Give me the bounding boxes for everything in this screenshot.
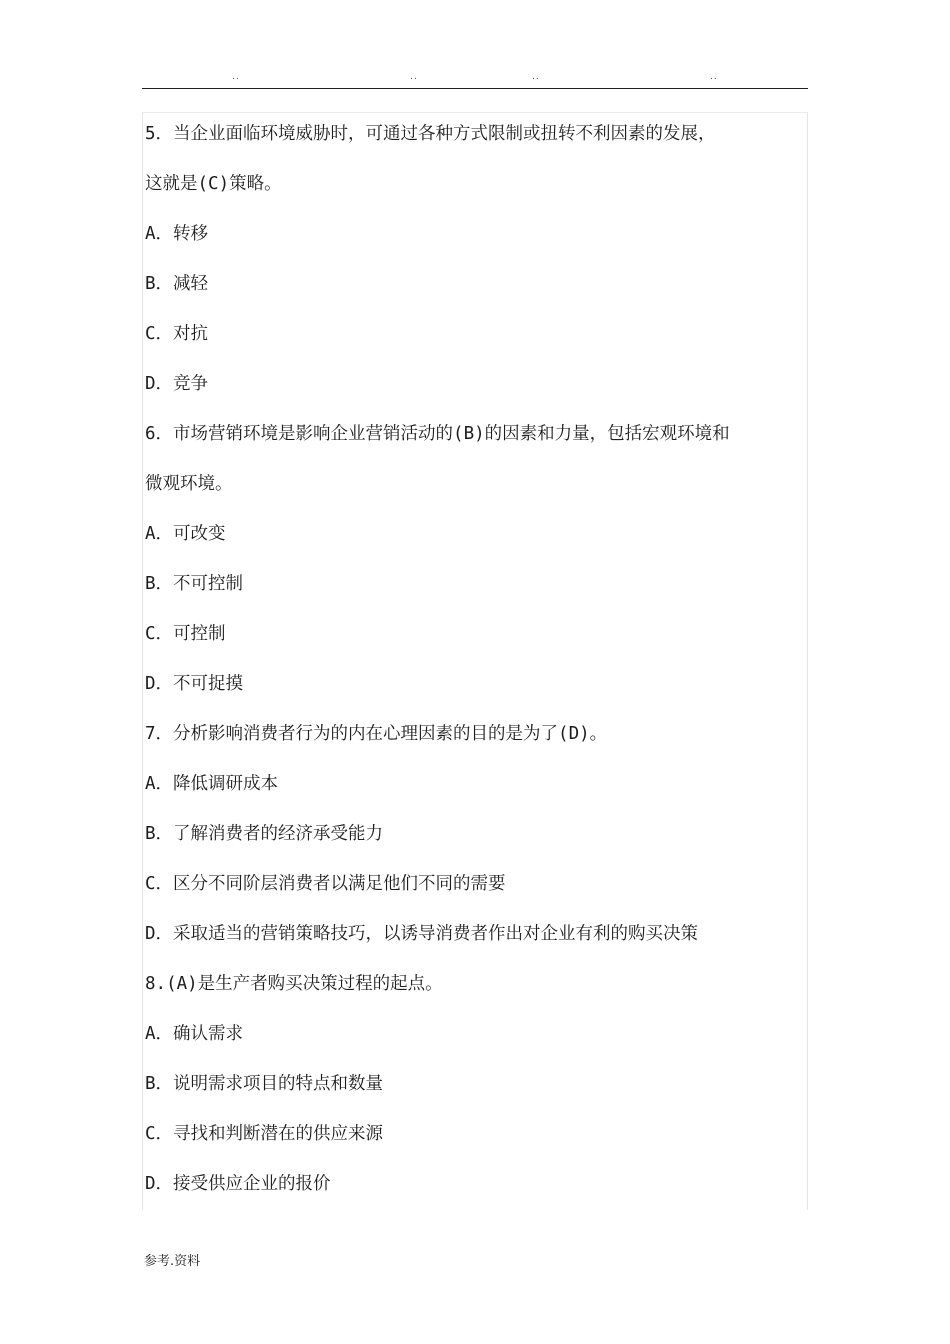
q7-stem: 7．分析影响消费者行为的内在心理因素的目的是为了(D)。 bbox=[145, 724, 608, 744]
page-footer: 参考.资料 bbox=[144, 1254, 201, 1269]
header-dots-1: .. bbox=[232, 72, 240, 82]
q6-option-c: C．可控制 bbox=[145, 624, 226, 644]
q8-stem: 8.(A)是生产者购买决策过程的起点。 bbox=[145, 974, 443, 994]
q8-option-d: D．接受供应企业的报价 bbox=[145, 1174, 331, 1194]
q6-stem-line2: 微观环境。 bbox=[145, 474, 233, 494]
header-dots-3: .. bbox=[532, 72, 540, 82]
q8-option-a: A．确认需求 bbox=[145, 1024, 244, 1044]
q6-stem-line1: 6．市场营销环境是影响企业营销活动的(B)的因素和力量，包括宏观环境和 bbox=[145, 424, 730, 444]
q5-option-b: B．减轻 bbox=[145, 274, 209, 294]
q5-option-a: A．转移 bbox=[145, 224, 209, 244]
q7-option-d: D．采取适当的营销策略技巧，以诱导消费者作出对企业有利的购买决策 bbox=[145, 924, 699, 944]
q5-option-d: D．竞争 bbox=[145, 374, 209, 394]
q6-option-d: D．不可捉摸 bbox=[145, 674, 244, 694]
q6-option-b: B．不可控制 bbox=[145, 574, 244, 594]
header-dots-2: .. bbox=[410, 72, 418, 82]
q7-option-a: A．降低调研成本 bbox=[145, 774, 279, 794]
document-body bbox=[142, 112, 808, 1210]
q7-option-c: C．区分不同阶层消费者以满足他们不同的需要 bbox=[145, 874, 506, 894]
q5-option-c: C．对抗 bbox=[145, 324, 209, 344]
q8-option-b: B．说明需求项目的特点和数量 bbox=[145, 1074, 384, 1094]
q5-stem-line1: 5．当企业面临环境威胁时，可通过各种方式限制或扭转不利因素的发展， bbox=[145, 124, 716, 144]
q7-option-b: B．了解消费者的经济承受能力 bbox=[145, 824, 384, 844]
q8-option-c: C．寻找和判断潜在的供应来源 bbox=[145, 1124, 384, 1144]
q6-option-a: A．可改变 bbox=[145, 524, 226, 544]
header-dots-4: .. bbox=[710, 72, 718, 82]
page-header bbox=[142, 70, 808, 89]
q5-stem-line2: 这就是(C)策略。 bbox=[145, 174, 282, 194]
